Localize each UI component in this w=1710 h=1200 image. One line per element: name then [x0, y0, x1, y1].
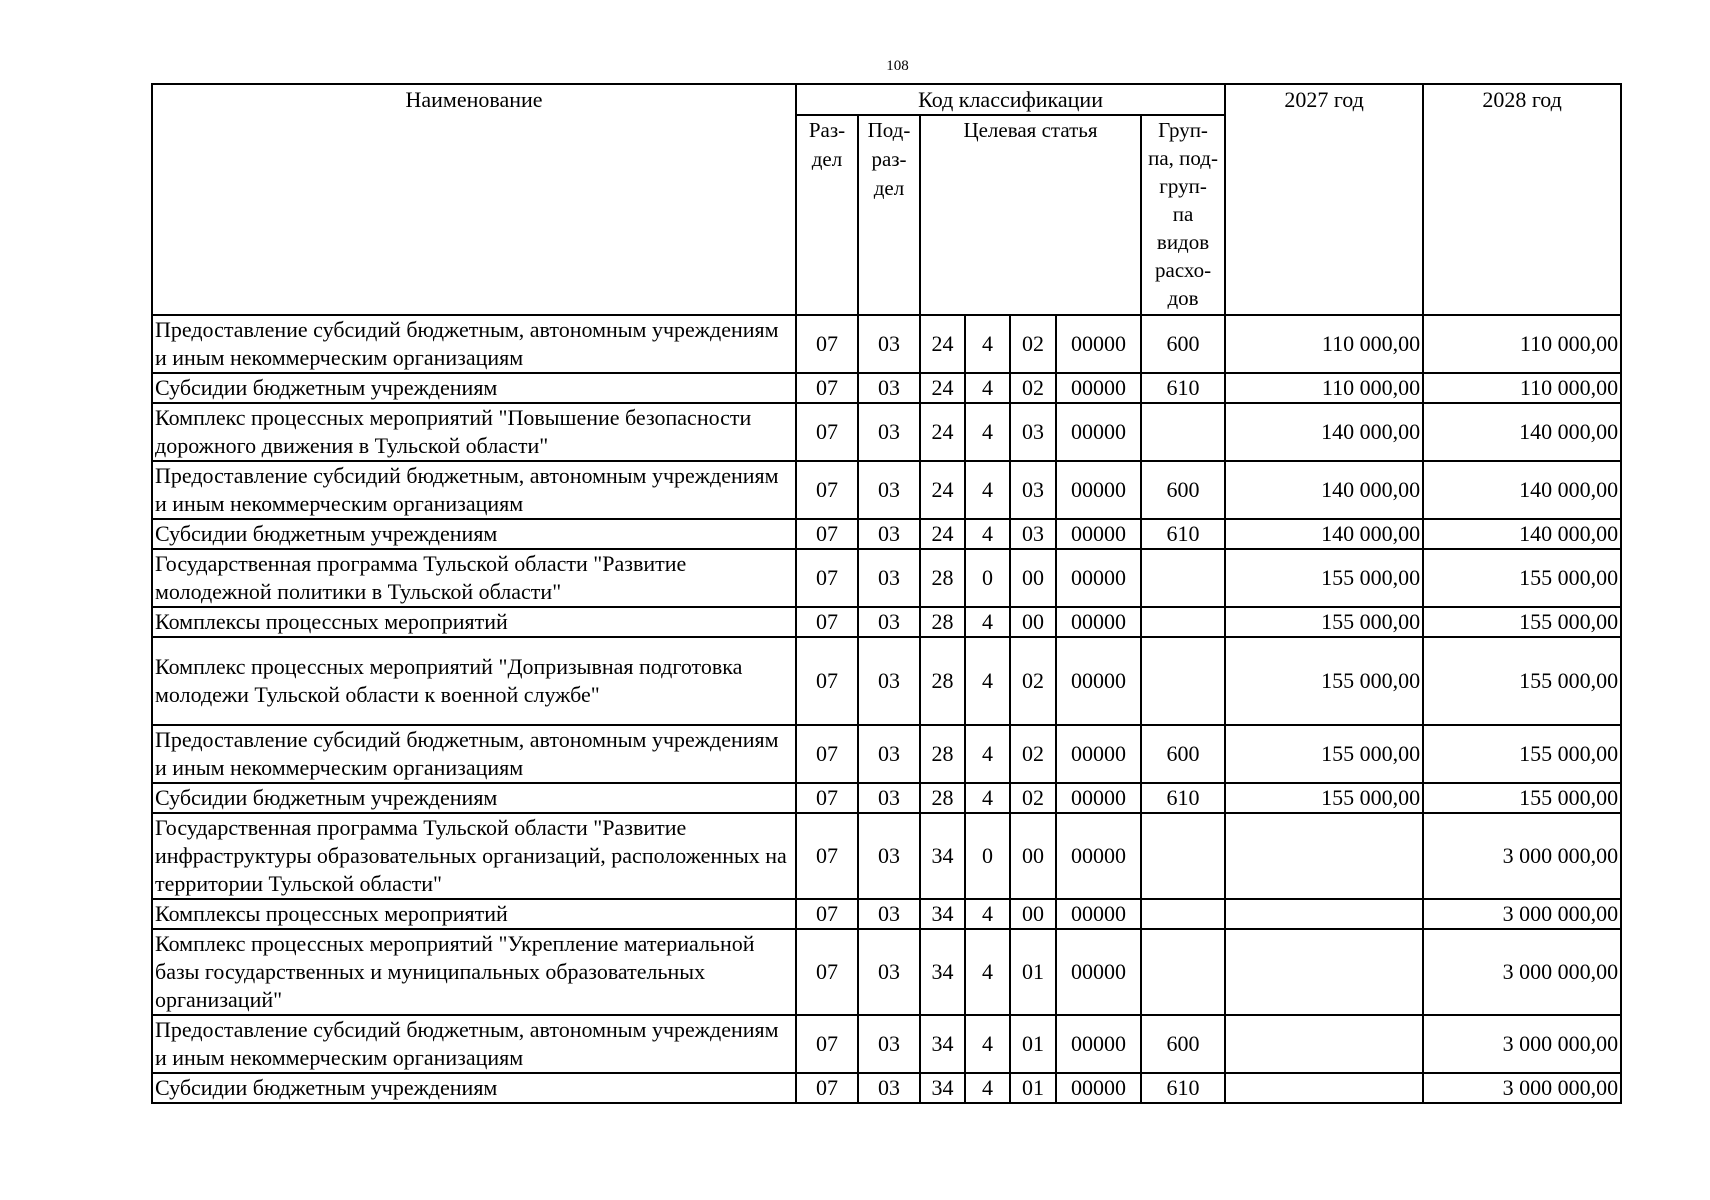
row-target-type: 4 — [965, 899, 1010, 929]
row-target-subprogram: 02 — [1010, 637, 1056, 725]
row-amount-2028: 155 000,00 — [1423, 637, 1621, 725]
header-target-article: Целевая статья — [920, 115, 1141, 315]
row-podrazdel: 03 — [858, 899, 920, 929]
row-amount-2028: 155 000,00 — [1423, 783, 1621, 813]
row-target-direction: 00000 — [1056, 549, 1141, 607]
row-name: Предоставление субсидий бюджетным, автономным учреждениям и иным некоммерческим организациям — [152, 725, 796, 783]
table-row — [152, 1015, 1621, 1073]
row-amount-2027: 155 000,00 — [1225, 725, 1423, 783]
row-target-type: 4 — [965, 315, 1010, 373]
row-expense-group — [1141, 403, 1225, 461]
table-row — [152, 899, 1621, 929]
row-expense-group: 610 — [1141, 519, 1225, 549]
table-row — [152, 813, 1621, 899]
row-target-program: 28 — [920, 637, 965, 725]
row-name: Субсидии бюджетным учреждениям — [152, 373, 796, 403]
row-expense-group: 600 — [1141, 315, 1225, 373]
row-amount-2028: 3 000 000,00 — [1423, 1015, 1621, 1073]
row-target-direction: 00000 — [1056, 813, 1141, 899]
row-target-subprogram: 02 — [1010, 373, 1056, 403]
row-target-subprogram: 00 — [1010, 549, 1056, 607]
row-amount-2028: 155 000,00 — [1423, 549, 1621, 607]
row-razdel: 07 — [796, 315, 858, 373]
row-razdel: 07 — [796, 783, 858, 813]
row-razdel: 07 — [796, 637, 858, 725]
row-target-direction: 00000 — [1056, 519, 1141, 549]
row-expense-group — [1141, 637, 1225, 725]
row-target-program: 28 — [920, 607, 965, 637]
row-podrazdel: 03 — [858, 373, 920, 403]
table-body — [152, 315, 1621, 1103]
row-target-program: 24 — [920, 519, 965, 549]
row-target-subprogram: 01 — [1010, 1073, 1056, 1103]
row-name: Предоставление субсидий бюджетным, автономным учреждениям и иным некоммерческим организациям — [152, 1015, 796, 1073]
table-row — [152, 461, 1621, 519]
row-podrazdel: 03 — [858, 725, 920, 783]
row-name: Комплекс процессных мероприятий "Укрепление материальной базы государственных и муниципальных образовательных организаций" — [152, 929, 796, 1015]
row-target-type: 4 — [965, 403, 1010, 461]
row-target-subprogram: 00 — [1010, 899, 1056, 929]
row-name: Комплекс процессных мероприятий "Повышение безопасности дорожного движения в Тульской области" — [152, 403, 796, 461]
row-target-type: 4 — [965, 461, 1010, 519]
row-amount-2028: 3 000 000,00 — [1423, 813, 1621, 899]
row-razdel: 07 — [796, 813, 858, 899]
header-razdel: Раз- дел — [796, 115, 858, 315]
budget-table — [151, 83, 1622, 1104]
row-podrazdel: 03 — [858, 813, 920, 899]
row-target-type: 4 — [965, 725, 1010, 783]
table-row — [152, 783, 1621, 813]
header-podrazdel: Под- раз- дел — [858, 115, 920, 315]
row-target-subprogram: 03 — [1010, 519, 1056, 549]
row-amount-2028: 140 000,00 — [1423, 461, 1621, 519]
row-target-subprogram: 00 — [1010, 607, 1056, 637]
row-amount-2028: 155 000,00 — [1423, 607, 1621, 637]
row-podrazdel: 03 — [858, 637, 920, 725]
row-amount-2028: 110 000,00 — [1423, 373, 1621, 403]
row-podrazdel: 03 — [858, 1015, 920, 1073]
row-razdel: 07 — [796, 549, 858, 607]
row-target-type: 4 — [965, 637, 1010, 725]
header-classification-code: Код классификации — [796, 84, 1225, 115]
row-target-subprogram: 02 — [1010, 783, 1056, 813]
row-target-type: 4 — [965, 607, 1010, 637]
row-name: Субсидии бюджетным учреждениям — [152, 783, 796, 813]
row-target-subprogram: 02 — [1010, 725, 1056, 783]
header-2028: 2028 год — [1423, 84, 1621, 315]
row-amount-2028: 3 000 000,00 — [1423, 899, 1621, 929]
row-amount-2028: 110 000,00 — [1423, 315, 1621, 373]
row-amount-2028: 3 000 000,00 — [1423, 929, 1621, 1015]
row-target-program: 28 — [920, 725, 965, 783]
row-razdel: 07 — [796, 403, 858, 461]
row-expense-group: 610 — [1141, 373, 1225, 403]
row-amount-2027 — [1225, 899, 1423, 929]
row-target-direction: 00000 — [1056, 899, 1141, 929]
table-row — [152, 725, 1621, 783]
row-razdel: 07 — [796, 929, 858, 1015]
row-expense-group: 600 — [1141, 725, 1225, 783]
row-expense-group: 600 — [1141, 461, 1225, 519]
row-target-direction: 00000 — [1056, 783, 1141, 813]
row-expense-group — [1141, 813, 1225, 899]
row-amount-2027 — [1225, 929, 1423, 1015]
header-2027: 2027 год — [1225, 84, 1423, 315]
row-target-program: 24 — [920, 315, 965, 373]
row-target-direction: 00000 — [1056, 403, 1141, 461]
row-target-program: 34 — [920, 929, 965, 1015]
row-amount-2027: 155 000,00 — [1225, 637, 1423, 725]
row-target-program: 28 — [920, 549, 965, 607]
row-target-program: 34 — [920, 899, 965, 929]
row-expense-group — [1141, 899, 1225, 929]
row-amount-2028: 3 000 000,00 — [1423, 1073, 1621, 1103]
row-name: Субсидии бюджетным учреждениям — [152, 1073, 796, 1103]
table-header — [152, 84, 1621, 315]
row-target-type: 4 — [965, 519, 1010, 549]
row-target-type: 0 — [965, 549, 1010, 607]
row-name: Предоставление субсидий бюджетным, автономным учреждениям и иным некоммерческим организациям — [152, 461, 796, 519]
row-name: Государственная программа Тульской области "Развитие инфраструктуры образовательных организаций, расположенных на территории Тульской области" — [152, 813, 796, 899]
table-row — [152, 637, 1621, 725]
table-row — [152, 315, 1621, 373]
row-target-subprogram: 01 — [1010, 1015, 1056, 1073]
row-razdel: 07 — [796, 373, 858, 403]
row-podrazdel: 03 — [858, 549, 920, 607]
row-expense-group — [1141, 929, 1225, 1015]
row-expense-group: 610 — [1141, 783, 1225, 813]
row-razdel: 07 — [796, 1015, 858, 1073]
row-target-direction: 00000 — [1056, 607, 1141, 637]
row-podrazdel: 03 — [858, 607, 920, 637]
row-target-type: 4 — [965, 1073, 1010, 1103]
row-amount-2027: 155 000,00 — [1225, 549, 1423, 607]
row-name: Комплекс процессных мероприятий "Допризывная подготовка молодежи Тульской области к военной службе" — [152, 637, 796, 725]
table-row — [152, 1073, 1621, 1103]
row-amount-2027 — [1225, 1073, 1423, 1103]
row-target-direction: 00000 — [1056, 1073, 1141, 1103]
table-row — [152, 607, 1621, 637]
row-target-direction: 00000 — [1056, 1015, 1141, 1073]
row-amount-2027 — [1225, 1015, 1423, 1073]
table-row — [152, 403, 1621, 461]
header-name: Наименование — [152, 84, 796, 315]
row-name: Комплексы процессных мероприятий — [152, 607, 796, 637]
row-target-type: 4 — [965, 1015, 1010, 1073]
row-razdel: 07 — [796, 725, 858, 783]
row-target-subprogram: 03 — [1010, 403, 1056, 461]
row-razdel: 07 — [796, 461, 858, 519]
row-amount-2028: 140 000,00 — [1423, 403, 1621, 461]
row-target-type: 0 — [965, 813, 1010, 899]
row-amount-2027: 140 000,00 — [1225, 519, 1423, 549]
page-number: 108 — [886, 58, 909, 74]
row-expense-group — [1141, 607, 1225, 637]
table-row — [152, 549, 1621, 607]
row-target-program: 34 — [920, 813, 965, 899]
row-target-program: 24 — [920, 403, 965, 461]
row-name: Комплексы процессных мероприятий — [152, 899, 796, 929]
row-podrazdel: 03 — [858, 519, 920, 549]
row-amount-2027: 140 000,00 — [1225, 403, 1423, 461]
row-amount-2027: 155 000,00 — [1225, 607, 1423, 637]
row-target-program: 24 — [920, 461, 965, 519]
row-amount-2027: 110 000,00 — [1225, 315, 1423, 373]
row-target-program: 24 — [920, 373, 965, 403]
row-target-direction: 00000 — [1056, 373, 1141, 403]
row-amount-2028: 140 000,00 — [1423, 519, 1621, 549]
row-podrazdel: 03 — [858, 315, 920, 373]
table-row — [152, 519, 1621, 549]
row-expense-group: 600 — [1141, 1015, 1225, 1073]
row-target-type: 4 — [965, 929, 1010, 1015]
row-target-subprogram: 01 — [1010, 929, 1056, 1015]
row-expense-group — [1141, 549, 1225, 607]
row-amount-2027: 110 000,00 — [1225, 373, 1423, 403]
row-podrazdel: 03 — [858, 461, 920, 519]
row-razdel: 07 — [796, 519, 858, 549]
row-target-program: 34 — [920, 1073, 965, 1103]
row-target-direction: 00000 — [1056, 315, 1141, 373]
row-target-program: 28 — [920, 783, 965, 813]
row-name: Предоставление субсидий бюджетным, автономным учреждениям и иным некоммерческим организациям — [152, 315, 796, 373]
row-podrazdel: 03 — [858, 1073, 920, 1103]
table-row — [152, 373, 1621, 403]
row-razdel: 07 — [796, 607, 858, 637]
row-amount-2027: 155 000,00 — [1225, 783, 1423, 813]
row-target-type: 4 — [965, 373, 1010, 403]
row-amount-2027: 140 000,00 — [1225, 461, 1423, 519]
row-podrazdel: 03 — [858, 929, 920, 1015]
row-podrazdel: 03 — [858, 783, 920, 813]
row-target-type: 4 — [965, 783, 1010, 813]
row-target-direction: 00000 — [1056, 461, 1141, 519]
row-target-subprogram: 03 — [1010, 461, 1056, 519]
header-expense-group: Груп- па, под- груп- па видов расхо- дов — [1141, 115, 1225, 315]
row-target-subprogram: 00 — [1010, 813, 1056, 899]
row-name: Государственная программа Тульской области "Развитие молодежной политики в Тульской области" — [152, 549, 796, 607]
row-razdel: 07 — [796, 899, 858, 929]
row-expense-group: 610 — [1141, 1073, 1225, 1103]
row-amount-2027 — [1225, 813, 1423, 899]
row-amount-2028: 155 000,00 — [1423, 725, 1621, 783]
row-name: Субсидии бюджетным учреждениям — [152, 519, 796, 549]
row-podrazdel: 03 — [858, 403, 920, 461]
row-razdel: 07 — [796, 1073, 858, 1103]
table-row — [152, 929, 1621, 1015]
row-target-subprogram: 02 — [1010, 315, 1056, 373]
row-target-direction: 00000 — [1056, 725, 1141, 783]
row-target-program: 34 — [920, 1015, 965, 1073]
row-target-direction: 00000 — [1056, 637, 1141, 725]
row-target-direction: 00000 — [1056, 929, 1141, 1015]
